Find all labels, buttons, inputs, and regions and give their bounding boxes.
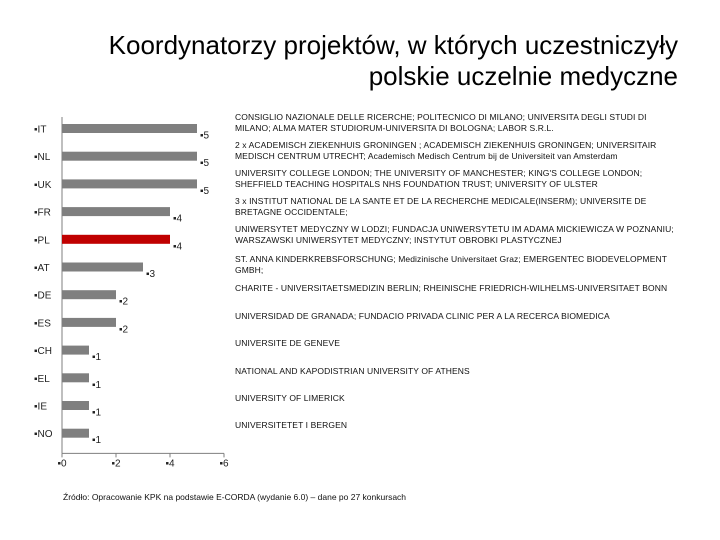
annotation-de: CHARITE - UNIVERSITAETSMEDIZIN BERLIN; RHEINISCHE FRIEDRICH-WILHELMS-UNIVERSITAET BONN xyxy=(235,283,668,293)
x-tick-label: ▪2 xyxy=(111,458,121,470)
annotation-el: NATIONAL AND KAPODISTRIAN UNIVERSITY OF ATHENS xyxy=(235,366,470,376)
annotation-nl: 2 x ACADEMISCH ZIEKENHUIS GRONINGEN ; ACADEMISCH ZIEKENHUIS GRONINGEN; UNIVERSITAIR MEDISCH CENTRUM UTRECHT; Academisch Medisch Centrum bij de Universiteit van Amsterdam xyxy=(235,140,657,161)
category-label-el: ▪EL xyxy=(34,373,50,385)
annotation-fr: 3 x INSTITUT NATIONAL DE LA SANTE ET DE LA RECHERCHE MEDICALE(INSERM); UNIVERSITE DE BRETAGNE OCCIDENTALE; xyxy=(235,196,647,217)
category-label-at: ▪AT xyxy=(34,263,50,274)
category-label-ch: ▪CH xyxy=(34,346,52,358)
category-label-uk: ▪UK xyxy=(34,179,52,191)
x-tick-label: ▪0 xyxy=(57,458,67,470)
bar-ch xyxy=(62,346,89,355)
bar-nl xyxy=(62,152,197,161)
value-label-el: ▪1 xyxy=(92,379,102,391)
chart-title-line2: polskie uczelnie medyczne xyxy=(368,61,678,91)
bar-it xyxy=(62,124,197,133)
category-label-pl: ▪PL xyxy=(34,235,50,247)
value-label-fr: ▪4 xyxy=(173,213,183,225)
x-tick-label: ▪4 xyxy=(165,458,175,470)
category-label-fr: ▪FR xyxy=(34,207,51,219)
category-label-it: ▪IT xyxy=(34,124,47,136)
source-note: Źródło: Opracowanie KPK na podstawie E-CORDA (wydanie 6.0) – dane po 27 konkursach xyxy=(63,492,407,502)
annotation-no: UNIVERSITETET I BERGEN xyxy=(235,420,348,430)
annotation-es: UNIVERSIDAD DE GRANADA; FUNDACIO PRIVADA CLINIC PER A LA RECERCA BIOMEDICA xyxy=(235,311,610,321)
bar-uk xyxy=(62,179,197,188)
annotation-pl: UNIWERSYTET MEDYCZNY W LODZI; FUNDACJA UNIWERSYTETU IM ADAMA MICKIEWICZA W POZNANIU; WARSZAWSKI UNIWERSYTET MEDYCZNY; INSTYTUT OBROBKI PLASTYCZNEJ xyxy=(235,224,674,245)
value-label-nl: ▪5 xyxy=(200,158,210,170)
bar-at xyxy=(62,263,143,272)
bar-el xyxy=(62,373,89,382)
category-label-nl: ▪NL xyxy=(34,152,51,164)
value-label-uk: ▪5 xyxy=(200,185,210,197)
category-label-es: ▪ES xyxy=(34,318,51,330)
bar-pl xyxy=(62,235,170,244)
bar-no xyxy=(62,429,89,438)
value-label-ch: ▪1 xyxy=(92,352,102,364)
value-label-pl: ▪4 xyxy=(173,241,183,253)
annotation-at: ST. ANNA KINDERKREBSFORSCHUNG; Medizinische Universitaet Graz; EMERGENTEC BIODEVELOPMENT GMBH; xyxy=(235,254,667,275)
bar-de xyxy=(62,290,116,299)
value-label-ie: ▪1 xyxy=(92,407,102,419)
x-tick-label: ▪6 xyxy=(219,458,229,470)
value-label-de: ▪2 xyxy=(119,296,129,308)
category-label-no: ▪NO xyxy=(34,429,53,441)
annotation-uk: UNIVERSITY COLLEGE LONDON; THE UNIVERSITY OF MANCHESTER; KING'S COLLEGE LONDON; SHEFFIELD TEACHING HOSPITALS NHS FOUNDATION TRUST; UNIVERSITY OF ULSTER xyxy=(235,168,643,189)
category-label-ie: ▪IE xyxy=(34,401,47,413)
annotation-ie: UNIVERSITY OF LIMERICK xyxy=(235,393,345,403)
value-label-es: ▪2 xyxy=(119,324,129,336)
value-label-no: ▪1 xyxy=(92,435,102,447)
bar-ie xyxy=(62,401,89,410)
bar-fr xyxy=(62,207,170,216)
value-label-it: ▪5 xyxy=(200,130,210,142)
annotation-it: CONSIGLIO NAZIONALE DELLE RICERCHE; POLITECNICO DI MILANO; UNIVERSITA DEGLI STUDI DI MILANO; ALMA MATER STUDIORUM-UNIVERSITA DI BOLOGNA; LABOR S.R.L. xyxy=(235,112,647,133)
chart-title-line1: Koordynatorzy projektów, w których uczestniczyły xyxy=(108,30,678,60)
value-label-at: ▪3 xyxy=(146,269,156,280)
category-label-de: ▪DE xyxy=(34,290,52,302)
annotation-ch: UNIVERSITE DE GENEVE xyxy=(235,338,340,348)
bar-es xyxy=(62,318,116,327)
